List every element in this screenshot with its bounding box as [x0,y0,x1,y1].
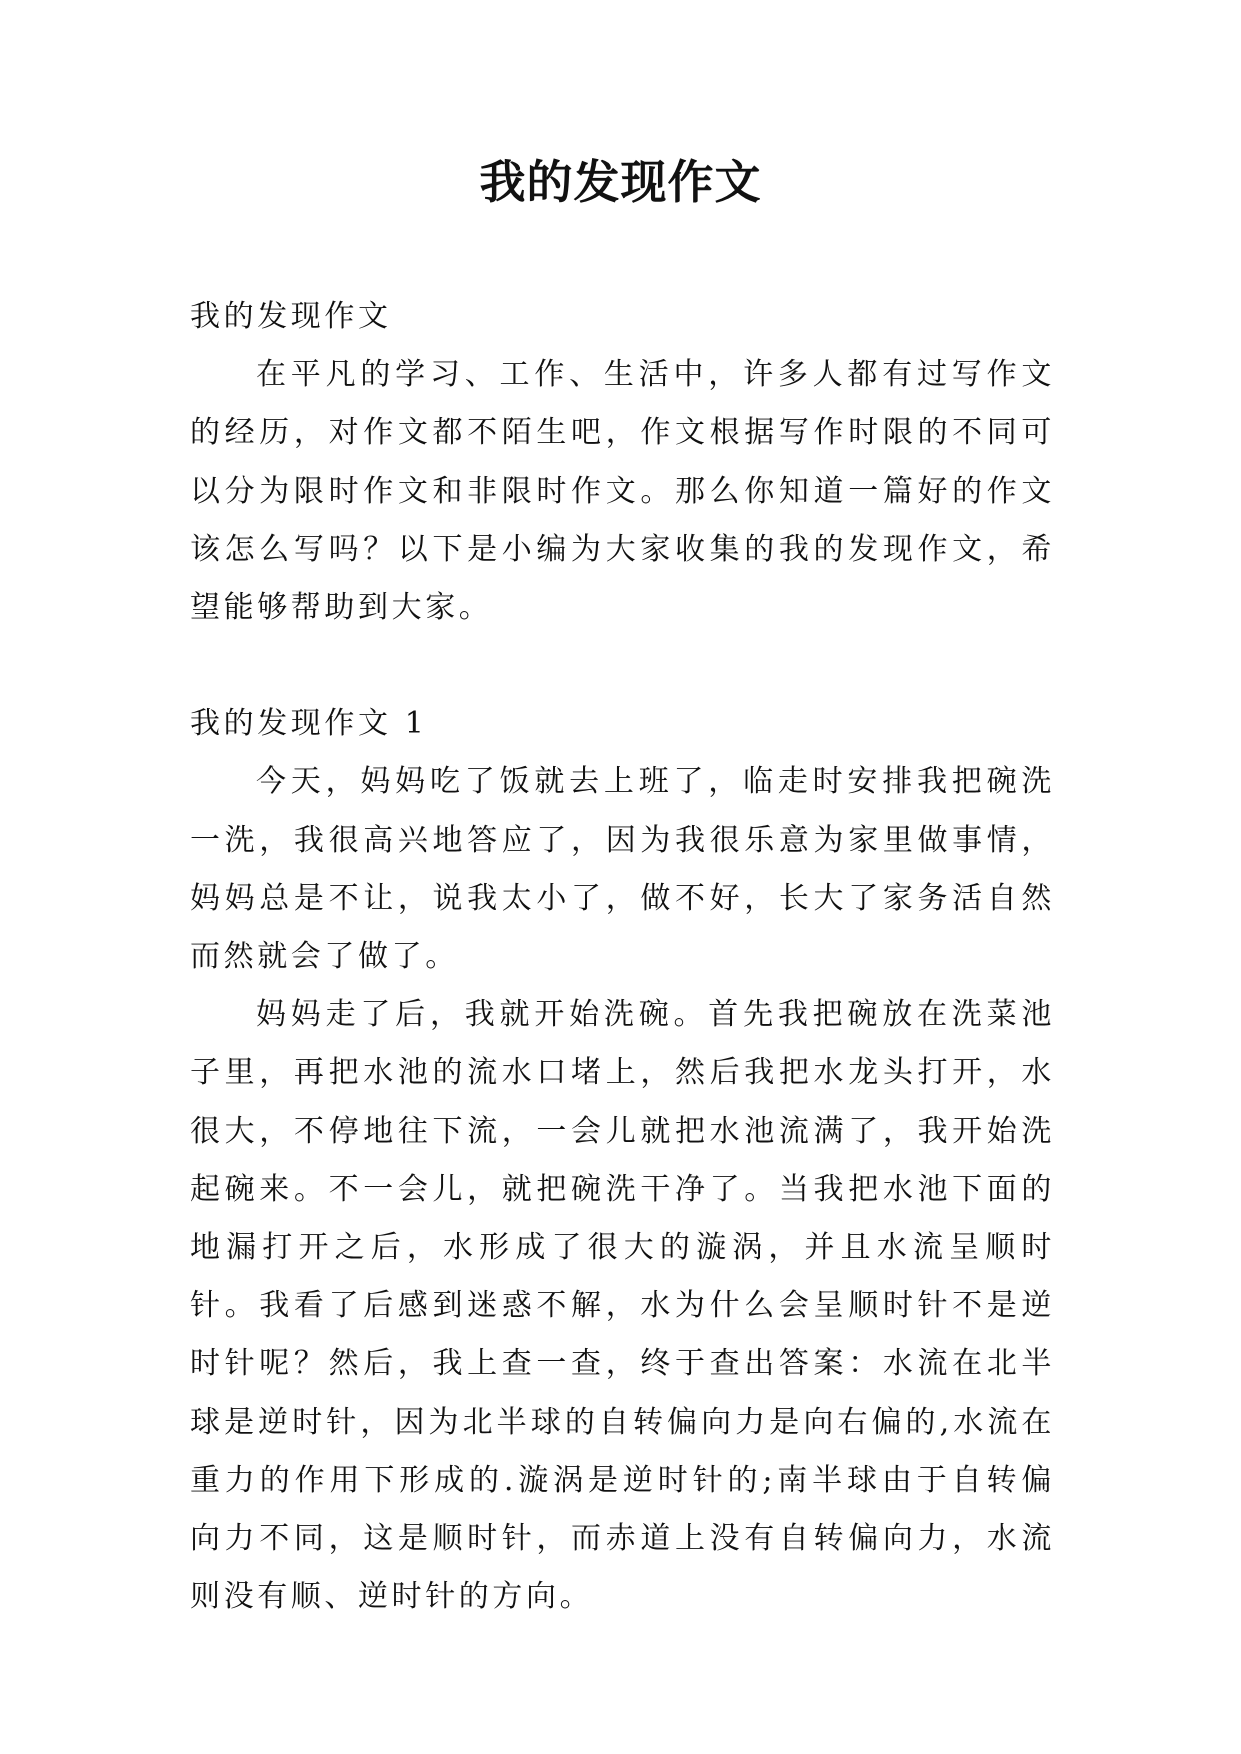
intro-heading: 我的发现作文 [190,299,392,334]
essay-1-heading: 我的发现作文 1 [190,706,428,742]
section-gap [190,637,1055,695]
essay-1-paragraph-1: 今天，妈妈吃了饭就去上班了，临走时安排我把碗洗一洗，我很高兴地答应了，因为我很乐意为家里做事情，妈妈总是不让，说我太小了，做不好，长大了家务活自然而然就会了做了。 [190,764,1055,975]
document-body [190,288,1055,1626]
document-title: 我的发现作文 [479,155,762,209]
essay-1-paragraph-2: 妈妈走了后，我就开始洗碗。首先我把碗放在洗菜池子里，再把水池的流水口堵上，然后我把水龙头打开，水很大，不停地往下流，一会儿就把水池流满了，我开始洗起碗来。不一会儿，就把碗洗干净了。当我把水池下面的地漏打开之后，水形成了很大的漩涡，并且水流呈顺时针。我看了后感到迷惑不解，水为什么会呈顺时针不是逆时针呢？然后，我上查一查，终于查出答案：水流在北半球是逆时针，因为北半球的自转偏向力是向右偏的,水流在重力的作用下形成的.漩涡是逆时针的;南半球由于自转偏向力不同，这是顺时针，而赤道上没有自转偏向力，水流则没有顺、逆时针的方向。 [190,997,1055,1615]
intro-paragraph: 在平凡的学习、工作、生活中，许多人都有过写作文的经历，对作文都不陌生吧，作文根据写作时限的不同可以分为限时作文和非限时作文。那么你知道一篇好的作文该怎么写吗？以下是小编为大家收集的我的发现作文，希望能够帮助到大家。 [190,357,1055,626]
